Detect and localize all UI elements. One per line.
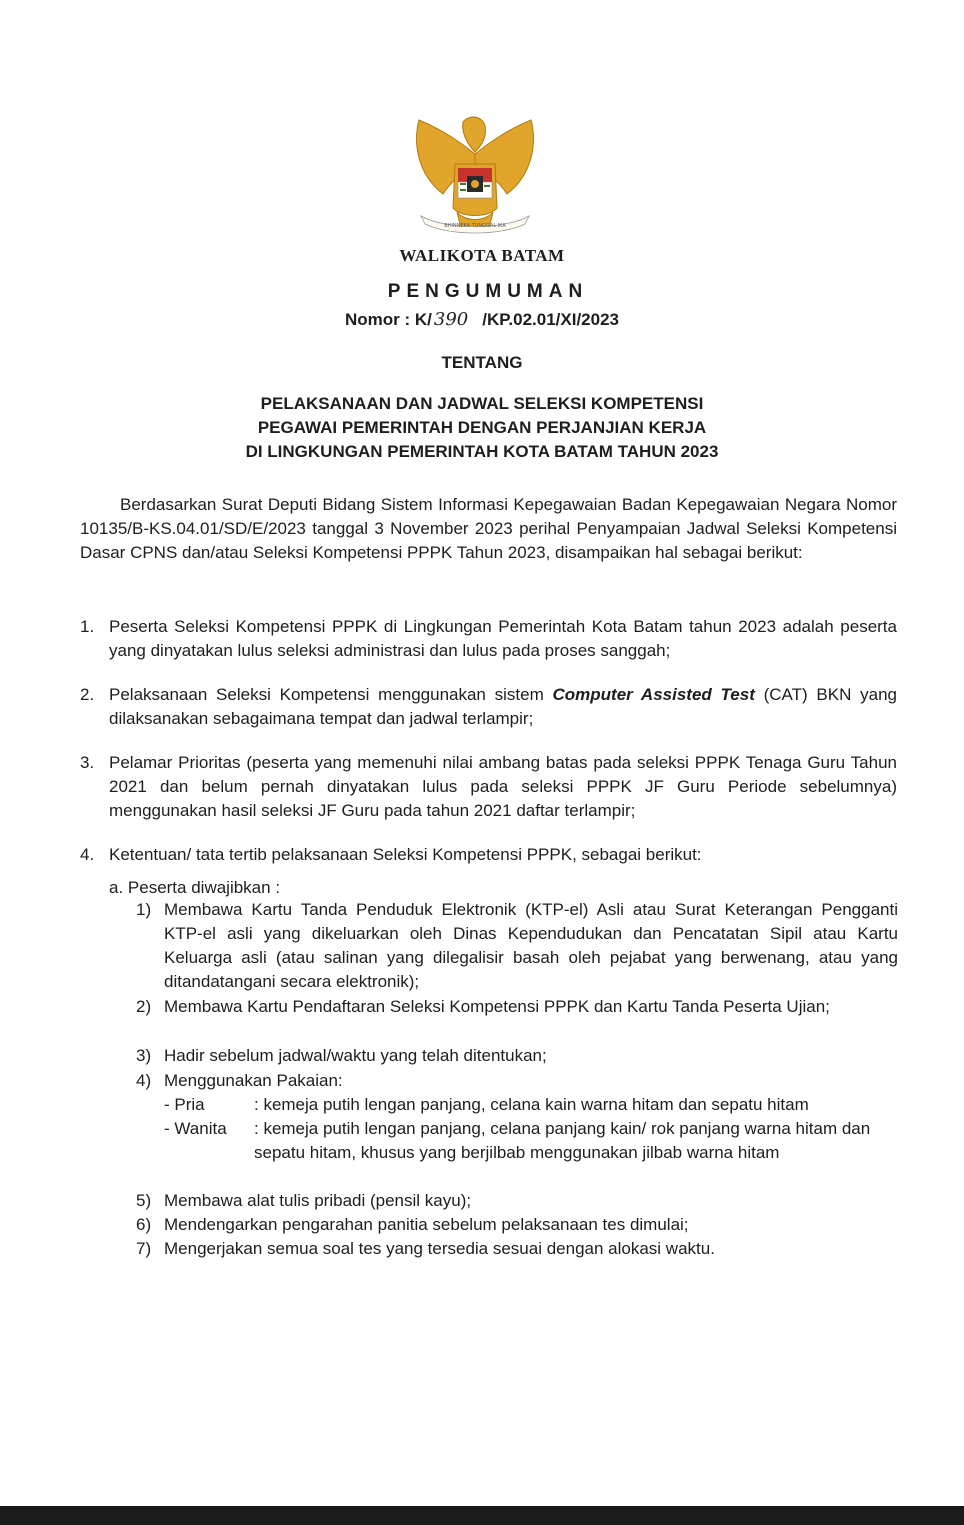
dress-label: - Pria <box>164 1095 205 1114</box>
list-item <box>80 615 897 663</box>
authority-name: WALIKOTA BATAM <box>399 246 565 265</box>
dress-code-item <box>164 1093 898 1117</box>
garuda-emblem <box>405 112 545 240</box>
dress-text: : kemeja putih lengan panjang, celana panjang kain/ rok panjang warna hitam dan sepatu hitam, khusus yang berjilbab menggunakan jilbab warna hitam <box>254 1119 871 1162</box>
number-suffix: /KP.02.01/XI/2023 <box>482 310 619 329</box>
item-text: Ketentuan/ tata tertib pelaksanaan Seleksi Kompetensi PPPK, sebagai berikut: <box>109 845 702 864</box>
item-text <box>109 683 897 731</box>
emphasis-text: Computer Assisted Test <box>552 685 755 704</box>
number-prefix: Nomor : K/ <box>345 310 432 329</box>
rule-number: 4) <box>136 1071 152 1090</box>
rule-text: Membawa Kartu Tanda Penduduk Elektronik (KTP-el) Asli atau Surat Keterangan Pengganti KTP-el asli yang dikeluarkan oleh Dinas Kependudukan dan Pencatatan Sipil atau Kartu Keluarga asli (atau salinan yang dilegalisir basah oleh pejabat yang berwenang, atau yang ditandatangani secara elektronik); <box>164 900 898 991</box>
item-number: 3. <box>80 753 95 772</box>
item-number: 1. <box>80 617 95 636</box>
rule-item <box>136 1189 898 1213</box>
item-text-part: (CAT) BKN yang dilaksanakan sebagaimana tempat dan jadwal terlampir; <box>109 685 897 728</box>
rule-text: Mendengarkan pengarahan panitia sebelum pelaksanaan tes dimulai; <box>164 1215 689 1234</box>
rule-text: Membawa alat tulis pribadi (pensil kayu); <box>164 1191 472 1210</box>
rule-text: Hadir sebelum jadwal/waktu yang telah ditentukan; <box>164 1046 547 1065</box>
rule-text: Membawa Kartu Pendaftaran Seleksi Kompetensi PPPK dan Kartu Tanda Peserta Ujian; <box>164 997 830 1016</box>
rule-item <box>136 1237 898 1261</box>
rule-number: 5) <box>136 1191 152 1210</box>
item-number: 2. <box>80 685 95 704</box>
about-label: TENTANG <box>441 353 523 372</box>
rule-item <box>136 898 898 994</box>
subject-line: PELAKSANAAN DAN JADWAL SELEKSI KOMPETENSI <box>260 394 704 413</box>
rule-item <box>136 1069 898 1093</box>
emblem-motto: BHINNEKA TUNGGAL IKA <box>444 223 506 229</box>
item-text-part: Pelaksanaan Seleksi Kompetensi menggunakan sistem <box>109 685 553 704</box>
handwritten-number: 390 <box>433 309 469 330</box>
rule-number: 7) <box>136 1239 152 1258</box>
rule-item <box>136 995 898 1019</box>
item-number: 4. <box>80 845 95 864</box>
dress-label: - Wanita <box>164 1119 227 1138</box>
list-item <box>80 683 897 731</box>
document-title: PENGUMUMAN <box>387 281 589 302</box>
sub-heading: a. Peserta diwajibkan : <box>109 878 281 897</box>
rule-item <box>136 1213 898 1237</box>
item-text: Peserta Seleksi Kompetensi PPPK di Lingkungan Pemerintah Kota Batam tahun 2023 adalah peserta yang dinyatakan lulus seleksi administrasi dan lulus pada proses sanggah; <box>109 617 897 660</box>
intro-paragraph: Berdasarkan Surat Deputi Bidang Sistem Informasi Kepegawaian Badan Kepegawaian Negara Nomor 10135/B-KS.04.01/SD/E/2023 tanggal 3 November 2023 perihal Penyampaian Jadwal Seleksi Kompetensi Dasar CPNS dan/atau Seleksi Kompetensi PPPK Tahun 2023, disampaikan hal sebagai berikut: <box>80 495 897 562</box>
list-item <box>80 843 897 867</box>
rule-number: 1) <box>136 900 152 919</box>
dress-code-item <box>164 1117 898 1165</box>
rule-text: Mengerjakan semua soal tes yang tersedia sesuai dengan alokasi waktu. <box>164 1239 715 1258</box>
rule-number: 2) <box>136 997 152 1016</box>
list-item <box>80 751 897 823</box>
rule-text: Menggunakan Pakaian: <box>164 1071 343 1090</box>
subject-line: PEGAWAI PEMERINTAH DENGAN PERJANJIAN KERJA <box>257 418 707 437</box>
rule-item <box>136 1044 898 1068</box>
scan-edge-band <box>0 1506 964 1525</box>
rule-number: 3) <box>136 1046 152 1065</box>
dress-text: : kemeja putih lengan panjang, celana kain warna hitam dan sepatu hitam <box>254 1095 809 1114</box>
document-number <box>0 309 964 330</box>
subject-heading <box>0 392 964 464</box>
item-text: Pelamar Prioritas (peserta yang memenuhi nilai ambang batas pada seleksi PPPK Tenaga Guru Tahun 2021 dan belum pernah dinyatakan lulus pada seleksi PPPK JF Guru Periode sebelumnya) menggunakan hasil seleksi JF Guru pada tahun 2021 daftar terlampir; <box>109 753 897 820</box>
rule-number: 6) <box>136 1215 152 1234</box>
subject-line: DI LINGKUNGAN PEMERINTAH KOTA BATAM TAHUN 2023 <box>245 442 719 461</box>
